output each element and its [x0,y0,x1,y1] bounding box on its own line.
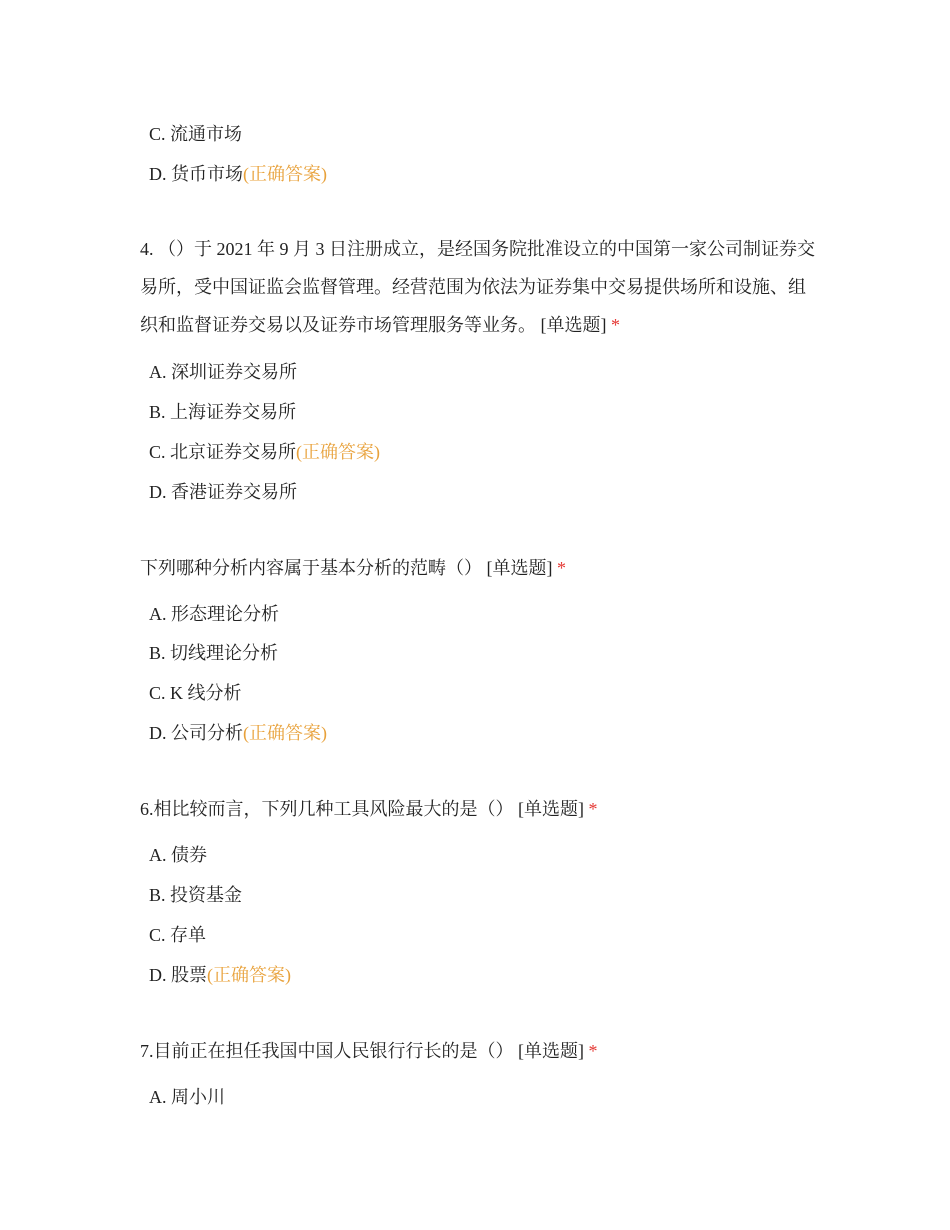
option-letter: C. [149,124,166,144]
required-mark: * [588,1041,598,1061]
option-letter: B. [149,643,166,663]
option-letter: D. [149,965,167,985]
required-mark: * [588,799,598,819]
correct-answer-label: (正确答案) [243,164,327,184]
option-letter: C. [149,925,166,945]
option-item [149,923,206,947]
option-item [149,162,327,186]
option-text: 投资基金 [170,885,243,905]
option-item [149,721,327,745]
option-text: 公司分析 [171,723,243,743]
option-item [149,681,242,705]
option-letter: D. [149,723,167,743]
option-text: 上海证券交易所 [170,402,297,422]
option-letter: D. [149,164,167,184]
option-letter: B. [149,402,166,422]
required-mark: * [611,315,620,335]
correct-answer-label: (正确答案) [243,723,327,743]
question-text: 4. （）于 2021 年 9 月 3 日注册成立，是经国务院批准设立的中国第一家公司制证券交易所，受中国证监会监督管理。经营范围为依法为证券集中交易提供场所和设施、组织和监督证券交易以及证券市场管理服务等业务。 [140,239,815,335]
option-text: 切线理论分析 [170,643,279,663]
option-item [149,602,279,626]
option-text: 北京证券交易所 [170,442,297,462]
question-prompt [140,556,820,580]
option-text: 股票 [171,965,207,985]
question-type: [单选题] [540,315,607,335]
question-prompt [140,1039,820,1063]
option-text: 债券 [171,845,207,865]
correct-answer-label: (正确答案) [207,965,291,985]
question-text: 下列哪种分析内容属于基本分析的范畴（） [140,558,482,578]
option-letter: A. [149,1087,167,1107]
option-item [149,400,296,424]
question-type: [单选题] [518,799,584,819]
option-letter: A. [149,362,167,382]
option-item [149,1085,225,1109]
option-text: K 线分析 [170,683,242,703]
option-item [149,963,291,987]
question-text: 7.目前正在担任我国中国人民银行行长的是（） [140,1041,514,1061]
question-prompt [140,797,820,821]
correct-answer-label: (正确答案) [296,442,381,462]
option-item [149,641,278,665]
option-text: 香港证券交易所 [171,482,297,502]
option-text: 形态理论分析 [171,604,279,624]
option-letter: A. [149,604,167,624]
option-letter: D. [149,482,167,502]
option-letter: B. [149,885,166,905]
option-letter: C. [149,683,166,703]
option-item [149,843,207,867]
option-text: 流通市场 [170,124,243,144]
option-item [149,440,380,464]
option-letter: A. [149,845,167,865]
option-text: 深圳证券交易所 [171,362,297,382]
option-item [149,122,242,146]
option-text: 周小川 [171,1087,225,1107]
question-type: [单选题] [486,558,553,578]
question-type: [单选题] [518,1041,584,1061]
option-item [149,360,297,384]
option-item [149,883,242,907]
option-item [149,480,297,504]
question-text: 6.相比较而言，下列几种工具风险最大的是（） [140,799,514,819]
required-mark: * [557,558,566,578]
option-text: 货币市场 [171,164,243,184]
option-text: 存单 [170,925,207,945]
question-prompt [140,230,820,344]
option-letter: C. [149,442,166,462]
